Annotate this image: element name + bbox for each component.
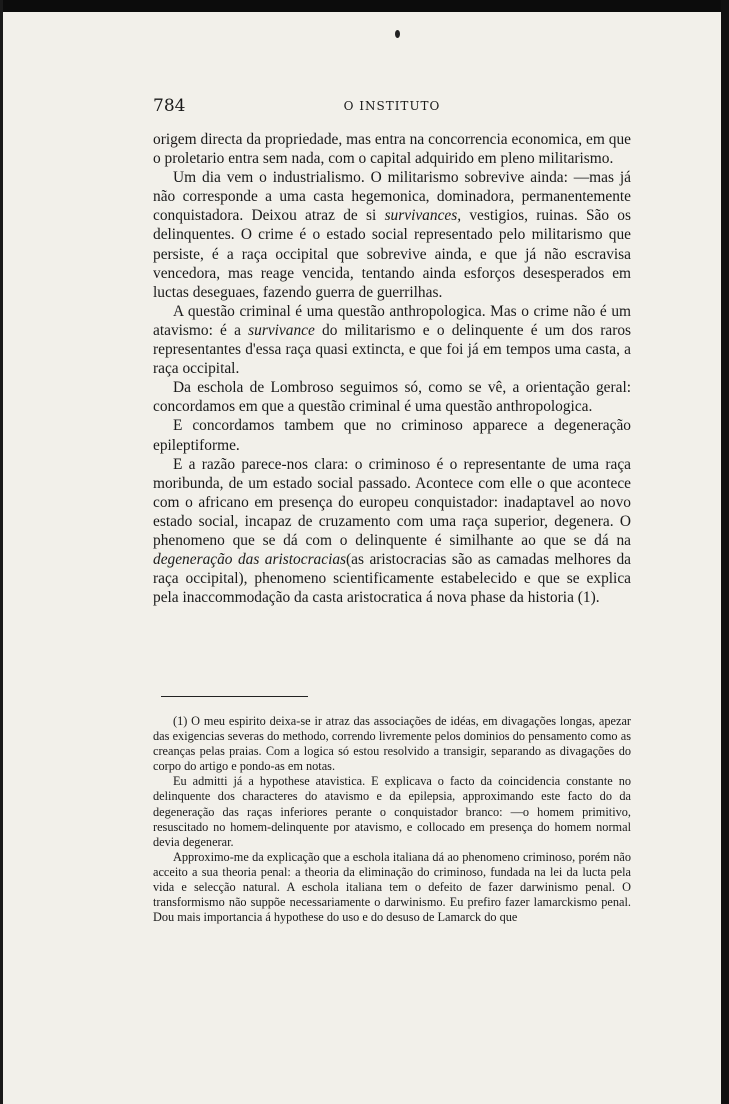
- page-number: 784: [153, 96, 186, 116]
- paragraph: origem directa da propriedade, mas entra na concorrencia economica, em que o proletario entra sem nada, com o capital adquirido em pleno militarismo.: [153, 131, 631, 168]
- italic-term: degeneração das aristocracias: [153, 551, 347, 569]
- scan-border-right: [721, 0, 729, 1104]
- page-header: [153, 96, 631, 120]
- running-title: O INSTITUTO: [343, 99, 441, 113]
- paragraph: Da eschola de Lombroso seguimos só, como se vê, a orientação geral: concordamos em que a questão criminal é uma questão anthropologica.: [153, 379, 631, 416]
- footnote-divider: [161, 696, 308, 697]
- paragraph: E concordamos tambem que no criminoso apparece a degeneração epileptiforme.: [153, 417, 631, 454]
- paragraph: A questão criminal é uma questão anthropologica. Mas o crime não é um atavismo: é a survivance do militarismo e o delinquente é um dos raros representantes d'essa raça quasi extincta, e que foi já em tempos uma casta, a raça occipital.: [153, 302, 632, 378]
- ink-speck: [395, 30, 400, 38]
- italic-term: survivances,: [384, 207, 462, 225]
- scan-border-top: [0, 0, 729, 12]
- paragraph: Um dia vem o industrialismo. O militarismo sobrevive ainda: —mas já não corresponde a uma casta hegemonica, dominadora, permanentemente conquistadora. Deixou atraz de si survivances, vestigios, ruinas. São os delinquentes. O crime é o estado social representado pelo militarismo que persiste, é a raça occipital que sobrevive ainda, e que já não escravisa vencedora, mas reage vencida, tentando ainda esforços desesperados em luctas deseguaes, fazendo guerra de guerrilhas.: [153, 169, 631, 301]
- footnote: [153, 714, 631, 925]
- footnote-paragraph: Eu admitti já a hypothese atavistica. E explicava o facto da coincidencia constante no delinquente dos characteres do atavismo e da epilepsia, approximando este facto do da degeneração das raças inferiores perante o conquistador branco: —o homem primitivo, resuscitado no homem-delinquente por atavismo, e collocado em presença do homem normal devia degenerar.: [153, 774, 631, 849]
- footnote-paragraph: Approximo-me da explicação que a eschola italiana dá ao phenomeno criminoso, porém não acceito a sua theoria penal: a theoria da eliminação do criminoso, fundada na lei da lucta pela vida e selecção natural. A eschola italiana tem o defeito de fazer darwinismo penal. O transformismo não suppõe necessariamente o darwinismo. Eu prefiro fazer lamarckismo penal. Dou mais importancia á hypothese do uso e do desuso de Lamarck do que: [153, 849, 631, 925]
- paragraph: E a razão parece-nos clara: o criminoso é o representante de uma raça moribunda, de um estado social passado. Acontece com elle o que acontece com o africano em presença do europeu conquistador: inadaptavel ao novo estado social, incapaz de cruzamento com uma raça superior, degenera. O phenomeno que se dá com o delinquente é similhante ao que se dá na degeneração das aristocracias(as aristocracias são as camadas melhores da raça occipital), phenomeno scientificamente estabelecido e que se explica pela inaccommodação da casta aristocratica á nova phase da historia (1).: [153, 455, 631, 607]
- italic-term: survivance: [248, 321, 315, 339]
- scan-border-left: [0, 0, 3, 1104]
- main-text: [153, 130, 631, 607]
- footnote-paragraph: (1) O meu espirito deixa-se ir atraz das associações de idéas, em divagações longas, apezar das exigencias severas do methodo, correndo livremente pelos dominios do pensamento como as creanças pelas praias. Com a logica só estou resolvido a transigir, separando as divagações do corpo do artigo e pondo-as em notas.: [153, 714, 631, 774]
